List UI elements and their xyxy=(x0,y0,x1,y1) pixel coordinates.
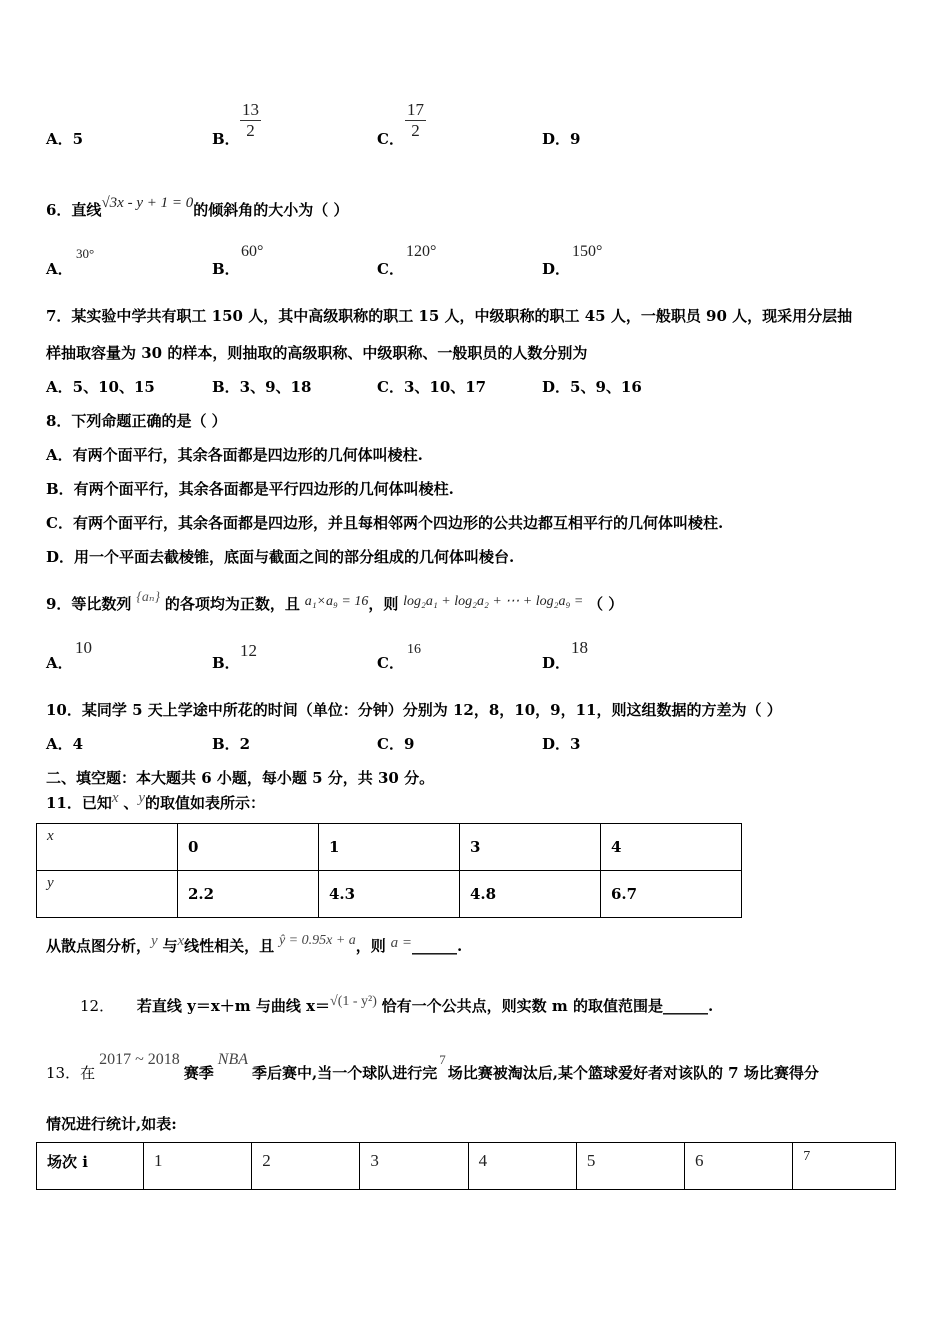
q13-part3: 季后赛中,当一个球队进行完 xyxy=(251,1064,438,1082)
q5-option-b xyxy=(212,128,240,149)
q6-option-d-value: 150° xyxy=(572,243,603,260)
q11-table-cell: 4 xyxy=(601,824,742,871)
q11-table-cell: y xyxy=(37,871,178,918)
q13-table-header-row xyxy=(37,1143,896,1190)
q13-table-cell: 3 xyxy=(360,1143,468,1190)
q9-option-d-value: 18 xyxy=(571,638,588,657)
q13-season-years: 2017 ~ 2018 xyxy=(99,1051,180,1068)
q11-var-x: x xyxy=(111,790,119,806)
q13-score-table xyxy=(36,1142,896,1190)
q11-after-part4: ，则 xyxy=(355,937,386,955)
q11-answer-blank: ______. xyxy=(411,937,463,955)
q10-option-c: C．9 xyxy=(377,735,415,753)
q6-stem-prefix: 6．直线 xyxy=(46,201,102,219)
q11-table-cell: 0 xyxy=(178,824,319,871)
q13-table-cell: 场次 i xyxy=(37,1143,144,1190)
q11-separator: 、 xyxy=(123,794,139,812)
q7-option-c: C．3、10、17 xyxy=(377,378,487,396)
q11-regression-equation: ŷ = 0.95x + a xyxy=(278,933,356,948)
q13-league: NBA xyxy=(217,1051,248,1068)
q6-option-d-label: D． xyxy=(542,260,571,278)
q11-after-part1: 从散点图分析， xyxy=(46,937,152,955)
q11-table-row-x xyxy=(37,824,742,871)
q11-table-cell: 2.2 xyxy=(178,871,319,918)
section-2-heading: 二、填空题：本大题共 6 小题，每小题 5 分，共 30 分。 xyxy=(46,769,435,787)
q13-stem-line2: 情况进行统计,如表: xyxy=(46,1115,177,1133)
q5-option-c-fraction xyxy=(405,100,426,141)
q13-table-cell: 2 xyxy=(252,1143,360,1190)
q5-b-denominator: 2 xyxy=(246,121,255,140)
q6-option-c-label: C． xyxy=(377,260,404,278)
q5-option-d: D．9 xyxy=(542,130,581,148)
q13-table-cell: 4 xyxy=(468,1143,576,1190)
q9-option-b-value: 12 xyxy=(240,641,257,660)
q12-number: 12． xyxy=(80,997,115,1015)
q11-table-cell: 6.7 xyxy=(601,871,742,918)
q6-option-c-value: 120° xyxy=(406,243,437,260)
q8-stem: 8．下列命题正确的是（ ） xyxy=(46,412,227,430)
q13-part4: 场比赛被淘汰后,某个篮球爱好者对该队的 7 场比赛得分 xyxy=(447,1064,819,1082)
q11-stem xyxy=(46,792,265,813)
q6-stem xyxy=(46,195,349,220)
q11-followup xyxy=(46,935,462,956)
q9-sequence: {aₙ} xyxy=(136,590,161,605)
q13-stem-line1 xyxy=(46,1051,819,1083)
q13-games-count: 7 xyxy=(439,1052,446,1067)
q9-stem-part4: （ ） xyxy=(588,595,624,613)
q6-option-a-label: A． xyxy=(46,260,73,278)
q5-option-a: A．5 xyxy=(46,130,84,148)
q8-option-a: A．有两个面平行，其余各面都是四边形的几何体叫棱柱. xyxy=(46,446,423,464)
q10-stem: 10．某同学 5 天上学途中所花的时间（单位：分钟）分别为 12，8，10，9，11，则这组数据的方差为（ ） xyxy=(46,701,782,719)
q13-table-cell: 7 xyxy=(793,1143,896,1190)
q5-option-b-fraction xyxy=(240,100,261,141)
q11-stem-part1: 11．已知 xyxy=(46,794,112,812)
q9-stem xyxy=(46,590,624,614)
q11-table-row-y xyxy=(37,871,742,918)
q5-option-b-label: B． xyxy=(212,130,240,148)
q5-option-c-label: C． xyxy=(377,130,404,148)
q11-after-part2: 与 xyxy=(162,937,178,955)
q9-option-a-label: A． xyxy=(46,654,73,672)
q7-stem-line2: 样抽取容量为 30 的样本，则抽取的高级职称、中级职称、一般职员的人数分别为 xyxy=(46,344,588,362)
q11-data-table xyxy=(36,823,742,918)
q9-stem-part3: ，则 xyxy=(368,595,399,613)
q7-stem-line1: 7．某实验中学共有职工 150 人，其中高级职称的职工 15 人，中级职称的职工 45 人，一般职员 90 人，现采用分层抽 xyxy=(46,307,853,325)
q6-option-b-value: 60° xyxy=(241,243,264,260)
q6-stem-suffix: 的倾斜角的大小为（ ） xyxy=(193,201,349,219)
q5-c-numerator: 17 xyxy=(407,100,424,119)
q11-after-y: y xyxy=(151,933,158,949)
q11-table-cell: 4.8 xyxy=(460,871,601,918)
q9-option-c-value: 16 xyxy=(407,642,421,657)
q6-option-b-label: B． xyxy=(212,260,240,278)
q11-stem-part2: 的取值如表所示： xyxy=(145,794,266,812)
q9-option-c-label: C． xyxy=(377,654,404,672)
q11-table-cell: x xyxy=(37,824,178,871)
q13-table-cell: 1 xyxy=(144,1143,252,1190)
q9-stem-part1: 9．等比数列 xyxy=(46,595,132,613)
q8-option-d: D．用一个平面去截棱锥，底面与截面之间的部分组成的几何体叫棱台. xyxy=(46,548,515,566)
q10-option-b: B．2 xyxy=(212,735,251,753)
q10-option-a: A．4 xyxy=(46,735,84,753)
q11-table-cell: 4.3 xyxy=(319,871,460,918)
q9-option-d-label: D． xyxy=(542,654,571,672)
q13-table-cell: 6 xyxy=(685,1143,793,1190)
q11-var-y: y xyxy=(138,790,146,806)
q11-table-cell: 1 xyxy=(319,824,460,871)
q12-part2: 恰有一个公共点，则实数 m 的取值范围是______. xyxy=(381,997,714,1015)
q11-ask: a = xyxy=(390,935,412,951)
q7-option-a: A．5、10、15 xyxy=(46,378,155,396)
q9-log-expression: log₂a₁ + log₂a₂ + ⋯ + log₂a₉ = xyxy=(403,594,584,609)
q12-stem xyxy=(80,995,713,1016)
q12-sqrt-expression: √(1 - y²) xyxy=(330,994,377,1009)
q11-after-x: x xyxy=(177,933,185,949)
q6-equation: √3x - y + 1 = 0 xyxy=(101,195,194,211)
q11-table-cell: 3 xyxy=(460,824,601,871)
q5-b-numerator: 13 xyxy=(242,100,259,119)
q8-option-c: C．有两个面平行，其余各面都是四边形，并且每相邻两个四边形的公共边都互相平行的几何体叫棱柱. xyxy=(46,514,724,532)
q6-option-a-value: 30° xyxy=(76,246,95,261)
q13-part1: 13．在 xyxy=(46,1064,96,1082)
q10-option-d: D．3 xyxy=(542,735,581,753)
q7-option-d: D．5、9、16 xyxy=(542,378,642,396)
q8-option-b: B．有两个面平行，其余各面都是平行四边形的几何体叫棱柱. xyxy=(46,480,454,498)
q9-option-b-label: B． xyxy=(212,654,240,672)
q11-after-part3: 线性相关，且 xyxy=(184,937,275,955)
q5-c-denominator: 2 xyxy=(411,121,420,140)
q9-stem-part2: 的各项均为正数，且 xyxy=(164,595,300,613)
q9-option-a-value: 10 xyxy=(75,638,92,657)
q7-option-b: B．3、9、18 xyxy=(212,378,312,396)
q9-condition: a₁×a₉ = 16 xyxy=(304,594,369,609)
q13-table-cell: 5 xyxy=(576,1143,684,1190)
q13-part2: 赛季 xyxy=(183,1064,214,1082)
q12-part1: 若直线 y＝x＋m 与曲线 x＝ xyxy=(136,997,331,1015)
